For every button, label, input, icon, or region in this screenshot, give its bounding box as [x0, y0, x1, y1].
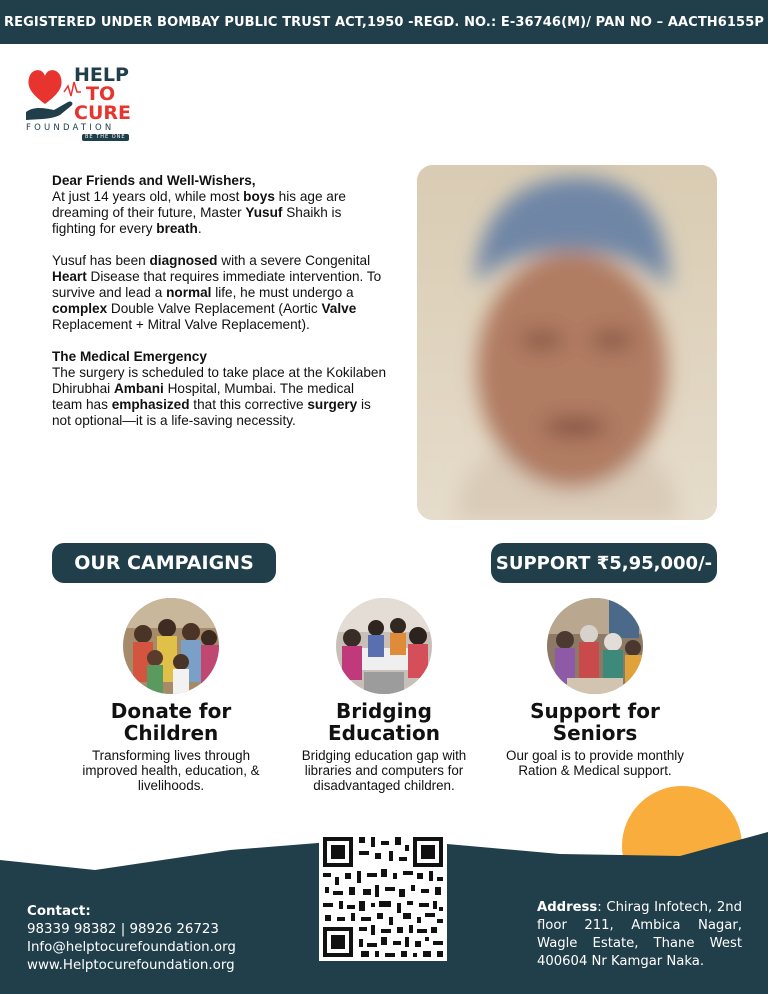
appeal-paragraph-2	[52, 253, 387, 333]
bold-run: Ambani	[113, 381, 164, 396]
text-run: .	[197, 221, 202, 236]
support-amount-button[interactable]	[491, 543, 717, 583]
registration-text: REGISTERED UNDER BOMBAY PUBLIC TRUST ACT,1950 -REGD. NO.: E-36746(M)/ PAN NO – AACTH6155P	[4, 14, 764, 30]
patient-photo	[417, 165, 717, 520]
text-run: Shaikh is fighting for every	[52, 205, 342, 236]
text-run: life, he must undergo a	[211, 285, 354, 300]
campaign-photo-seniors	[547, 598, 643, 694]
foundation-logo	[24, 62, 154, 142]
bold-run: diagnosed	[149, 253, 218, 268]
campaign-card-education[interactable]	[289, 598, 479, 793]
title-line: Seniors	[552, 721, 638, 745]
campaign-desc-children: Transforming lives through improved health, education, & livelihoods.	[82, 748, 260, 793]
logo-word-cure: CURE	[74, 102, 131, 124]
contact-heading: Contact:	[27, 904, 91, 919]
campaign-title-children	[76, 700, 266, 744]
contact-block	[27, 903, 236, 975]
text-run: Yusuf has been	[52, 253, 150, 268]
title-line: Children	[123, 721, 219, 745]
campaign-card-seniors[interactable]	[500, 598, 690, 778]
title-line: Education	[328, 721, 440, 745]
support-amount-label: SUPPORT ₹5,95,000/-	[495, 552, 713, 574]
campaign-photo-education	[336, 598, 432, 694]
campaign-card-children[interactable]	[76, 598, 266, 793]
children-group-illustration	[123, 598, 219, 694]
registration-banner	[0, 0, 768, 44]
text-run: The surgery is scheduled to take place at the Kokilaben Dhirubhai	[52, 365, 387, 396]
text-run: his age are dreaming of their future, Master	[52, 189, 346, 220]
text-run: Double Valve Replacement (Aortic	[107, 301, 322, 316]
campaign-desc-seniors: Our goal is to provide monthly Ration & Medical support.	[506, 748, 684, 778]
bold-run: breath	[156, 221, 198, 236]
bold-run: boys	[243, 189, 275, 204]
appeal-paragraph-3	[52, 349, 387, 429]
our-campaigns-label: OUR CAMPAIGNS	[74, 552, 254, 574]
greeting: Dear Friends and Well-Wishers,	[52, 173, 256, 188]
seniors-group-illustration	[547, 598, 643, 694]
text-run: with a severe Congenital	[217, 253, 371, 268]
campaign-title-education	[289, 700, 479, 744]
logo-word-help: HELP	[74, 64, 129, 86]
bold-run: normal	[166, 285, 212, 300]
text-run: that this corrective	[189, 397, 308, 412]
contact-phones[interactable]: 98339 98382 | 98926 26723	[27, 922, 219, 937]
contact-website-link[interactable]: www.Helptocurefoundation.org	[27, 958, 235, 973]
address-label: Address	[537, 900, 598, 915]
appeal-letter	[52, 173, 387, 445]
bold-run: Heart	[52, 269, 87, 284]
text-run: At just 14 years old, while most	[52, 189, 244, 204]
title-line: Support for	[530, 699, 660, 723]
bold-run: complex	[52, 301, 108, 316]
title-line: Bridging	[335, 699, 432, 723]
address-block	[537, 899, 742, 971]
logo-tagline: BE THE ONE	[82, 134, 129, 141]
blurred-portrait-illustration	[417, 165, 717, 520]
campaign-title-seniors	[500, 700, 690, 744]
text-run: Hospital, Mumbai. The medical team has	[52, 381, 354, 412]
appeal-paragraph-1	[52, 173, 387, 237]
campaign-desc-education: Bridging education gap with libraries and computers for disadvantaged children.	[301, 748, 467, 793]
classroom-illustration	[336, 598, 432, 694]
bold-run: surgery	[307, 397, 358, 412]
text-run: Replacement + Mitral Valve Replacement).	[52, 317, 310, 332]
address-text: : Chirag Infotech, 2nd floor 211, Ambica Nagar, Wagle Estate, Thane West 400604 Nr Kamgar Naka.	[537, 900, 742, 969]
bold-run: Valve	[321, 301, 357, 316]
bold-run: emphasized	[111, 397, 190, 412]
our-campaigns-heading	[52, 543, 276, 583]
section-heading: The Medical Emergency	[52, 349, 207, 364]
logo-word-foundation: FOUNDATION	[26, 123, 115, 133]
text-run: is not optional—it is a life-saving necessity.	[52, 397, 371, 428]
qr-code-icon	[319, 833, 447, 961]
campaign-photo-children	[123, 598, 219, 694]
donation-qr-code[interactable]	[319, 833, 447, 961]
text-run: Disease that requires immediate intervention. To survive and lead a	[52, 269, 382, 300]
bold-run: Yusuf	[245, 205, 283, 220]
title-line: Donate for	[110, 699, 232, 723]
logo-word-to: TO	[86, 83, 116, 105]
contact-email-link[interactable]: Info@helptocurefoundation.org	[27, 940, 236, 955]
